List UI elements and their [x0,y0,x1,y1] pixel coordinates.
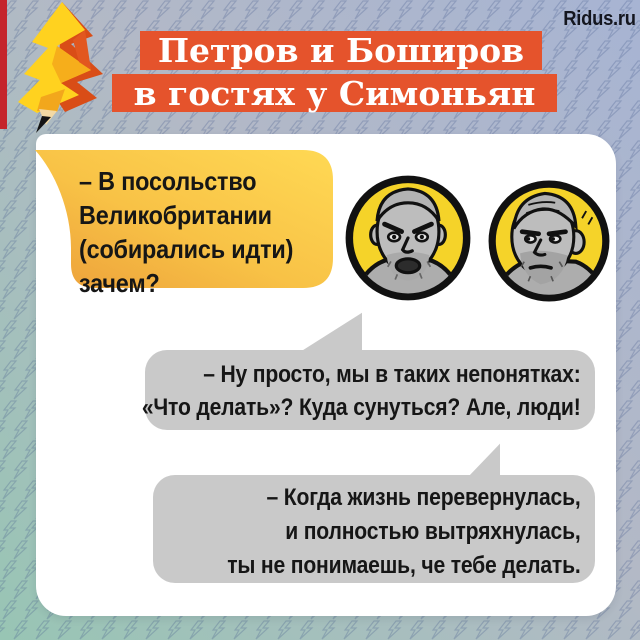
lightning-pencil-logo-icon [5,0,119,134]
site-watermark: Ridus.ru [563,8,636,30]
guest-avatar-1-icon [344,174,472,302]
answer-bubble-1-text [142,358,581,424]
question-line: Великобритании [79,200,272,230]
question-bubble-text [79,164,293,300]
answer-line: и полностью вытряхнулась, [285,518,581,545]
headline-line-2: в гостях у Симоньян [112,74,557,112]
answer-line: «Что делать»? Куда сунуться? Але, люди! [142,394,581,421]
question-line: зачем? [79,268,160,298]
answer-bubble-2-text [228,481,581,583]
answer-bubble-1 [142,350,595,430]
question-line: – В посольство [79,166,257,196]
answer-line: ты не понимаешь, че тебе делать. [227,552,581,579]
question-line: (собирались идти) [79,234,294,264]
answer-bubble-2 [153,475,595,583]
headline-line-1: Петров и Боширов [140,31,542,70]
guest-avatar-2-icon [487,179,611,303]
answer-line: – Ну просто, мы в таких непонятках: [203,361,581,388]
answer-line: – Когда жизнь перевернулась, [266,484,581,511]
